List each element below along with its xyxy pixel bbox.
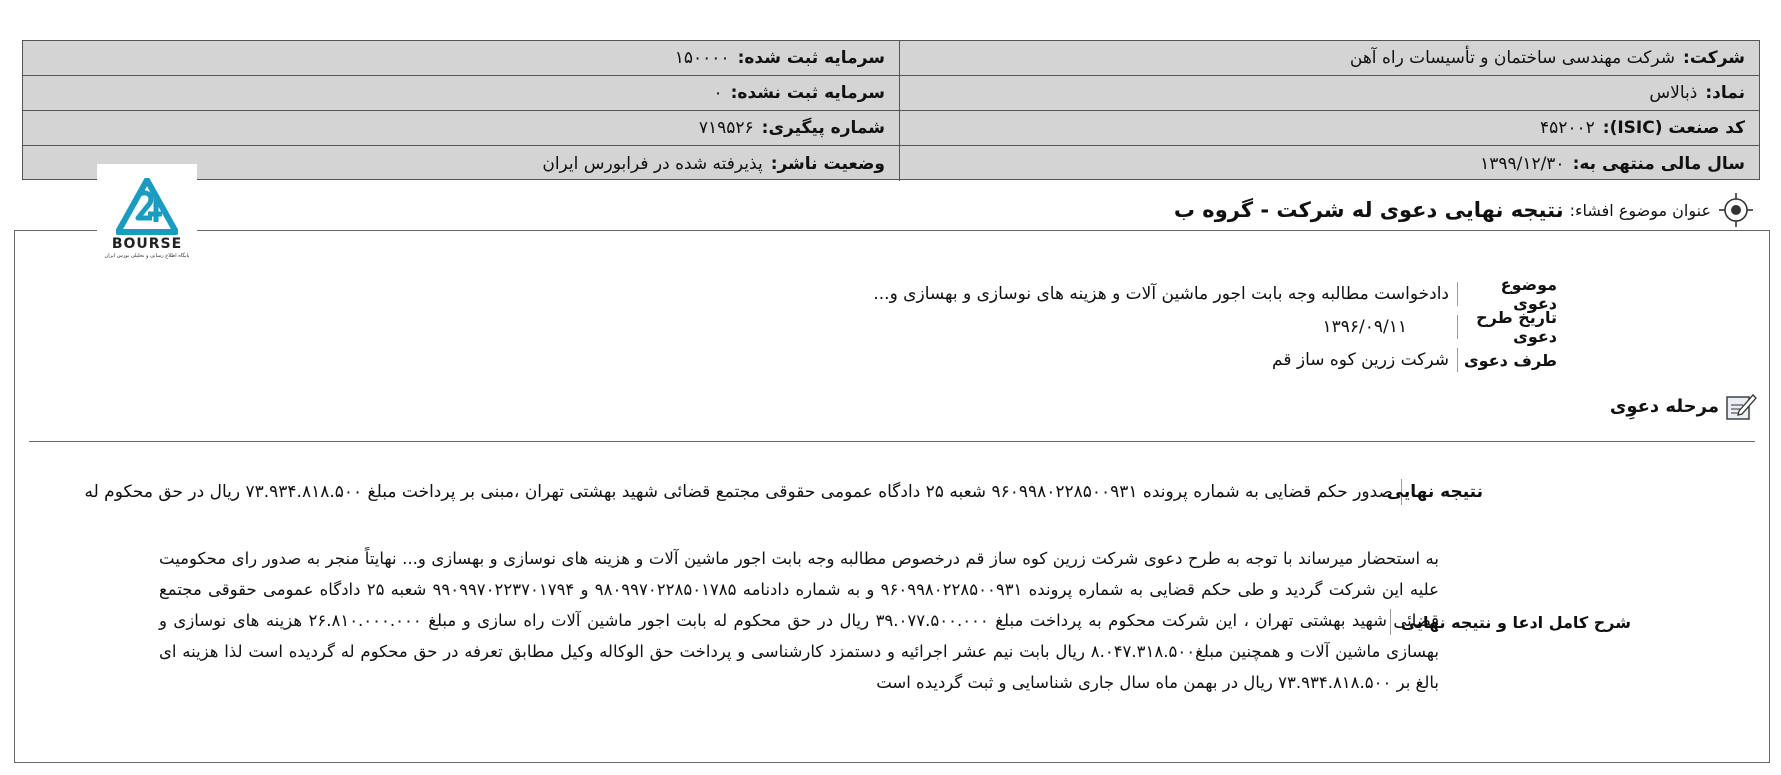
symbol-label: نماد: xyxy=(1705,83,1745,103)
symbol-value: ذبالاس xyxy=(1649,83,1698,103)
isic-cell xyxy=(899,111,1759,145)
stage-divider xyxy=(29,441,1755,442)
company-label: شرکت: xyxy=(1683,48,1745,68)
bourse-logo xyxy=(97,164,197,260)
reg-capital-value: ۱۵۰۰۰۰ xyxy=(674,48,730,68)
info-row-fiscal xyxy=(23,146,1759,181)
disclosure-subject xyxy=(1174,190,1753,230)
reg-capital-cell xyxy=(23,41,899,75)
stage-heading xyxy=(1610,391,1757,421)
claim-details-box xyxy=(14,230,1770,763)
fiscal-value: ۱۳۹۹/۱۲/۳۰ xyxy=(1480,153,1565,174)
edit-note-icon xyxy=(1725,391,1757,421)
topic-value: دادخواست مطالبه وجه بابت اجور ماشین آلات و هزینه های نوسازی و بهسازی و... xyxy=(873,284,1449,304)
full-description-text: به استحضار میرساند با توجه به طرح دعوی شرکت زرین کوه ساز قم درخصوص مطالبه وجه بابت اجور ماشین آلات و هزینه های نوسازی و بهسازی و... نهایتاً منجر به صدور رای محکومیت علیه این شرکت گردید و طی حکم قضایی به شماره پرونده ۹۶۰۹۹۸۰۲۲۸۵۰۰۹۳۱ و به شماره دادنامه ۹۸۰۹۹۷۰۲۲۸۵۰۱۷۸۵ و ۹۹۰۹۹۷۰۲۲۳۷۰۱۷۹۴ شعبه ۲۵ دادگاه عمومی حقوقی مجتمع قضائی شهید بهشتی تهران ، این شرکت محکوم به پرداخت مبلغ ۳۹.۰۷۷.۵۰۰.۰۰۰ ریال در حق محکوم له بابت اجور ماشین آلات راه سازی و مبلغ ۲۶.۸۱۰.۰۰۰.۰۰۰ هزینه های نوسازی و بهسازی ماشین آلات و همچنین مبلغ۸.۰۴۷.۳۱۸.۵۰۰ ریال بابت نیم عشر اجرائیه و دستمزد کارشناسی و پرداخت حق الوکاله وکیل مطابق تعرفه در حق محکوم له گردیده است لذا هزینه ای بالغ بر ۷۳.۹۳۴.۸۱۸.۵۰۰ ریال در بهمن ماه سال جاری شناسایی و ثبت گردیده است xyxy=(159,549,1439,692)
company-cell xyxy=(899,41,1759,75)
bourse-logo-subtitle: پایگاه اطلاع رسانی و تحلیلی بورس ایران xyxy=(104,253,190,259)
unreg-capital-cell xyxy=(23,76,899,110)
tracking-cell xyxy=(23,111,899,145)
reg-capital-label: سرمایه ثبت شده: xyxy=(737,48,885,68)
full-description-label: شرح کامل ادعا و نتیجه نهایی xyxy=(1390,609,1631,635)
party-row xyxy=(1272,345,1559,375)
bourse-logo-mark xyxy=(116,178,178,236)
tracking-label: شماره پیگیری: xyxy=(761,118,885,138)
fiscal-label: سال مالی منتهی به: xyxy=(1572,153,1745,174)
bourse-logo-word: BOURSE xyxy=(111,236,183,252)
company-value: شرکت مهندسی ساختمان و تأسیسات راه آهن xyxy=(1349,48,1676,68)
subject-value: نتیجه نهایی دعوی له شرکت - گروه ب xyxy=(1173,198,1564,222)
topic-row xyxy=(873,275,1559,313)
unreg-capital-value: ۰ xyxy=(713,83,723,103)
unreg-capital-label: سرمایه ثبت نشده: xyxy=(730,83,885,103)
final-result-row xyxy=(84,477,1483,507)
info-row-symbol xyxy=(23,76,1759,111)
final-result-label: نتیجه نهایی xyxy=(1401,479,1483,505)
symbol-cell xyxy=(899,76,1759,110)
subject-label: عنوان موضوع افشاء: xyxy=(1569,200,1711,220)
status-label: وضعیت ناشر: xyxy=(770,153,885,174)
final-result-value: صدور حکم قضایی به شماره پرونده ۹۶۰۹۹۸۰۲۲۸۵۰۰۹۳۱ شعبه ۲۵ دادگاه عمومی حقوقی مجتمع قضائی شهید بهشتی تهران ،مبنی بر پرداخت مبلغ ۷۳.۹۳۴.۸۱۸.۵۰۰ ریال در حق محکوم له xyxy=(84,482,1393,502)
date-label: تاریخ طرح دعوی xyxy=(1457,315,1559,339)
topic-label: موضوع دعوی xyxy=(1457,282,1559,306)
info-row-company xyxy=(23,41,1759,76)
party-value: شرکت زرین کوه ساز قم xyxy=(1272,350,1449,370)
fiscal-cell xyxy=(899,146,1759,181)
company-info-table xyxy=(22,40,1760,180)
isic-label: کد صنعت (ISIC): xyxy=(1602,118,1745,138)
status-value: پذیرفته شده در فرابورس ایران xyxy=(542,153,763,174)
tracking-value: ۷۱۹۵۲۶ xyxy=(698,118,754,138)
party-label: طرف دعوی xyxy=(1457,348,1559,372)
target-icon xyxy=(1719,193,1753,227)
date-value: ۱۳۹۶/۰۹/۱۱ xyxy=(1322,317,1407,337)
isic-value: ۴۵۲۰۰۲ xyxy=(1539,118,1595,138)
info-row-isic xyxy=(23,111,1759,146)
date-row xyxy=(1322,308,1559,346)
stage-title: مرحله دعوِی xyxy=(1609,395,1719,417)
